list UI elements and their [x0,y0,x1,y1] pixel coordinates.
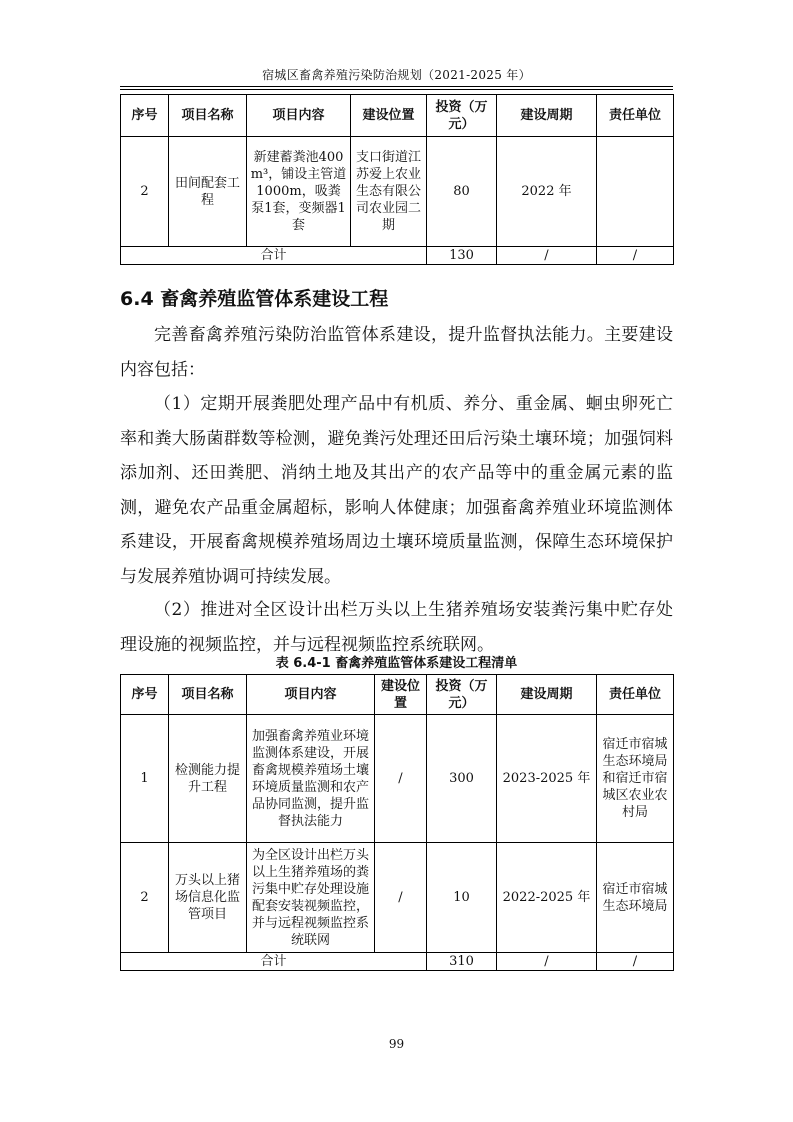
cell-content: 加强畜禽养殖业环境监测体系建设，开展畜禽规模养殖场土壤环境质量监测和农产品协同监测，提升监督执法能力 [247,715,375,843]
total-unit: / [597,953,674,971]
cell-unit [597,137,674,247]
cell-location: 支口街道江苏爱上农业生态有限公司农业园二期 [351,137,427,247]
cell-no: 2 [121,137,169,247]
header-rule [120,86,673,87]
cell-investment: 300 [427,715,497,843]
cell-content: 新建蓄粪池400m³，铺设主管道1000m，吸粪泵1套，变频器1套 [247,137,351,247]
col-header-period: 建设周期 [497,95,597,137]
page-number: 99 [388,1037,405,1051]
total-row [121,247,674,265]
col-header-unit: 责任单位 [597,95,674,137]
header-rule-thin [120,89,673,90]
total-period: / [497,953,597,971]
total-investment: 310 [427,953,497,971]
table-header-row [121,95,674,137]
col-header-name: 项目名称 [169,95,247,137]
col-header-unit: 责任单位 [597,675,674,715]
paragraph-intro: 完善畜禽养殖污染防治监管体系建设，提升监督执法能力。主要建设内容包括： [120,325,673,380]
total-period: / [497,247,597,265]
cell-unit: 宿迁市宿城生态环境局 [597,843,674,953]
table-row [121,715,674,843]
cell-period: 2023-2025 年 [497,715,597,843]
cell-no: 2 [121,843,169,953]
cell-investment: 10 [427,843,497,953]
cell-location: / [375,715,427,843]
col-header-name: 项目名称 [169,675,247,715]
cell-name: 田间配套工程 [169,137,247,247]
cell-period: 2022-2025 年 [497,843,597,953]
col-header-period: 建设周期 [497,675,597,715]
col-header-investment: 投资（万元） [427,95,497,137]
monitoring-project-table [120,674,674,971]
col-header-location: 建设位置 [351,95,427,137]
cell-unit: 宿迁市宿城生态环境局和宿迁市宿城区农业农村局 [597,715,674,843]
col-header-content: 项目内容 [247,675,375,715]
paragraph-item-2: （2）推进对全区设计出栏万头以上生猪养殖场安装粪污集中贮存处理设施的视频监控，并与远程视频监控系统联网。 [120,600,673,655]
total-label: 合计 [121,247,427,265]
project-table-continued [120,94,674,265]
total-unit: / [597,247,674,265]
total-row [121,953,674,971]
col-header-content: 项目内容 [247,95,351,137]
cell-name: 万头以上猪场信息化监管项目 [169,843,247,953]
col-header-no: 序号 [121,675,169,715]
cell-location: / [375,843,427,953]
cell-no: 1 [121,715,169,843]
section-title: 6.4 畜禽养殖监管体系建设工程 [120,288,389,310]
cell-content: 为全区设计出栏万头以上生猪养殖场的粪污集中贮存处理设施配套安装视频监控，并与远程视频监控系统联网 [247,843,375,953]
col-header-investment: 投资（万元） [427,675,497,715]
cell-investment: 80 [427,137,497,247]
cell-name: 检测能力提升工程 [169,715,247,843]
total-investment: 130 [427,247,497,265]
table-row [121,137,674,247]
paragraph-item-1: （1）定期开展粪肥处理产品中有机质、养分、重金属、蛔虫卵死亡率和粪大肠菌群数等检测，避免粪污处理还田后污染土壤环境；加强饲料添加剂、还田粪肥、消纳土地及其出产的农产品等中的重金属元素的监测，避免农产品重金属超标，影响人体健康；加强畜禽养殖业环境监测体系建设，开展畜禽规模养殖场周边土壤环境质量监测，保障生态环境保护与发展养殖协调可持续发展。 [120,394,673,587]
table-row [121,843,674,953]
cell-period: 2022 年 [497,137,597,247]
table-caption: 表 6.4-1 畜禽养殖监管体系建设工程清单 [275,656,518,671]
table-header-row [121,675,674,715]
running-header: 宿城区畜禽养殖污染防治规划（2021-2025 年） [262,68,531,82]
total-label: 合计 [121,953,427,971]
col-header-no: 序号 [121,95,169,137]
col-header-location: 建设位置 [375,675,427,715]
